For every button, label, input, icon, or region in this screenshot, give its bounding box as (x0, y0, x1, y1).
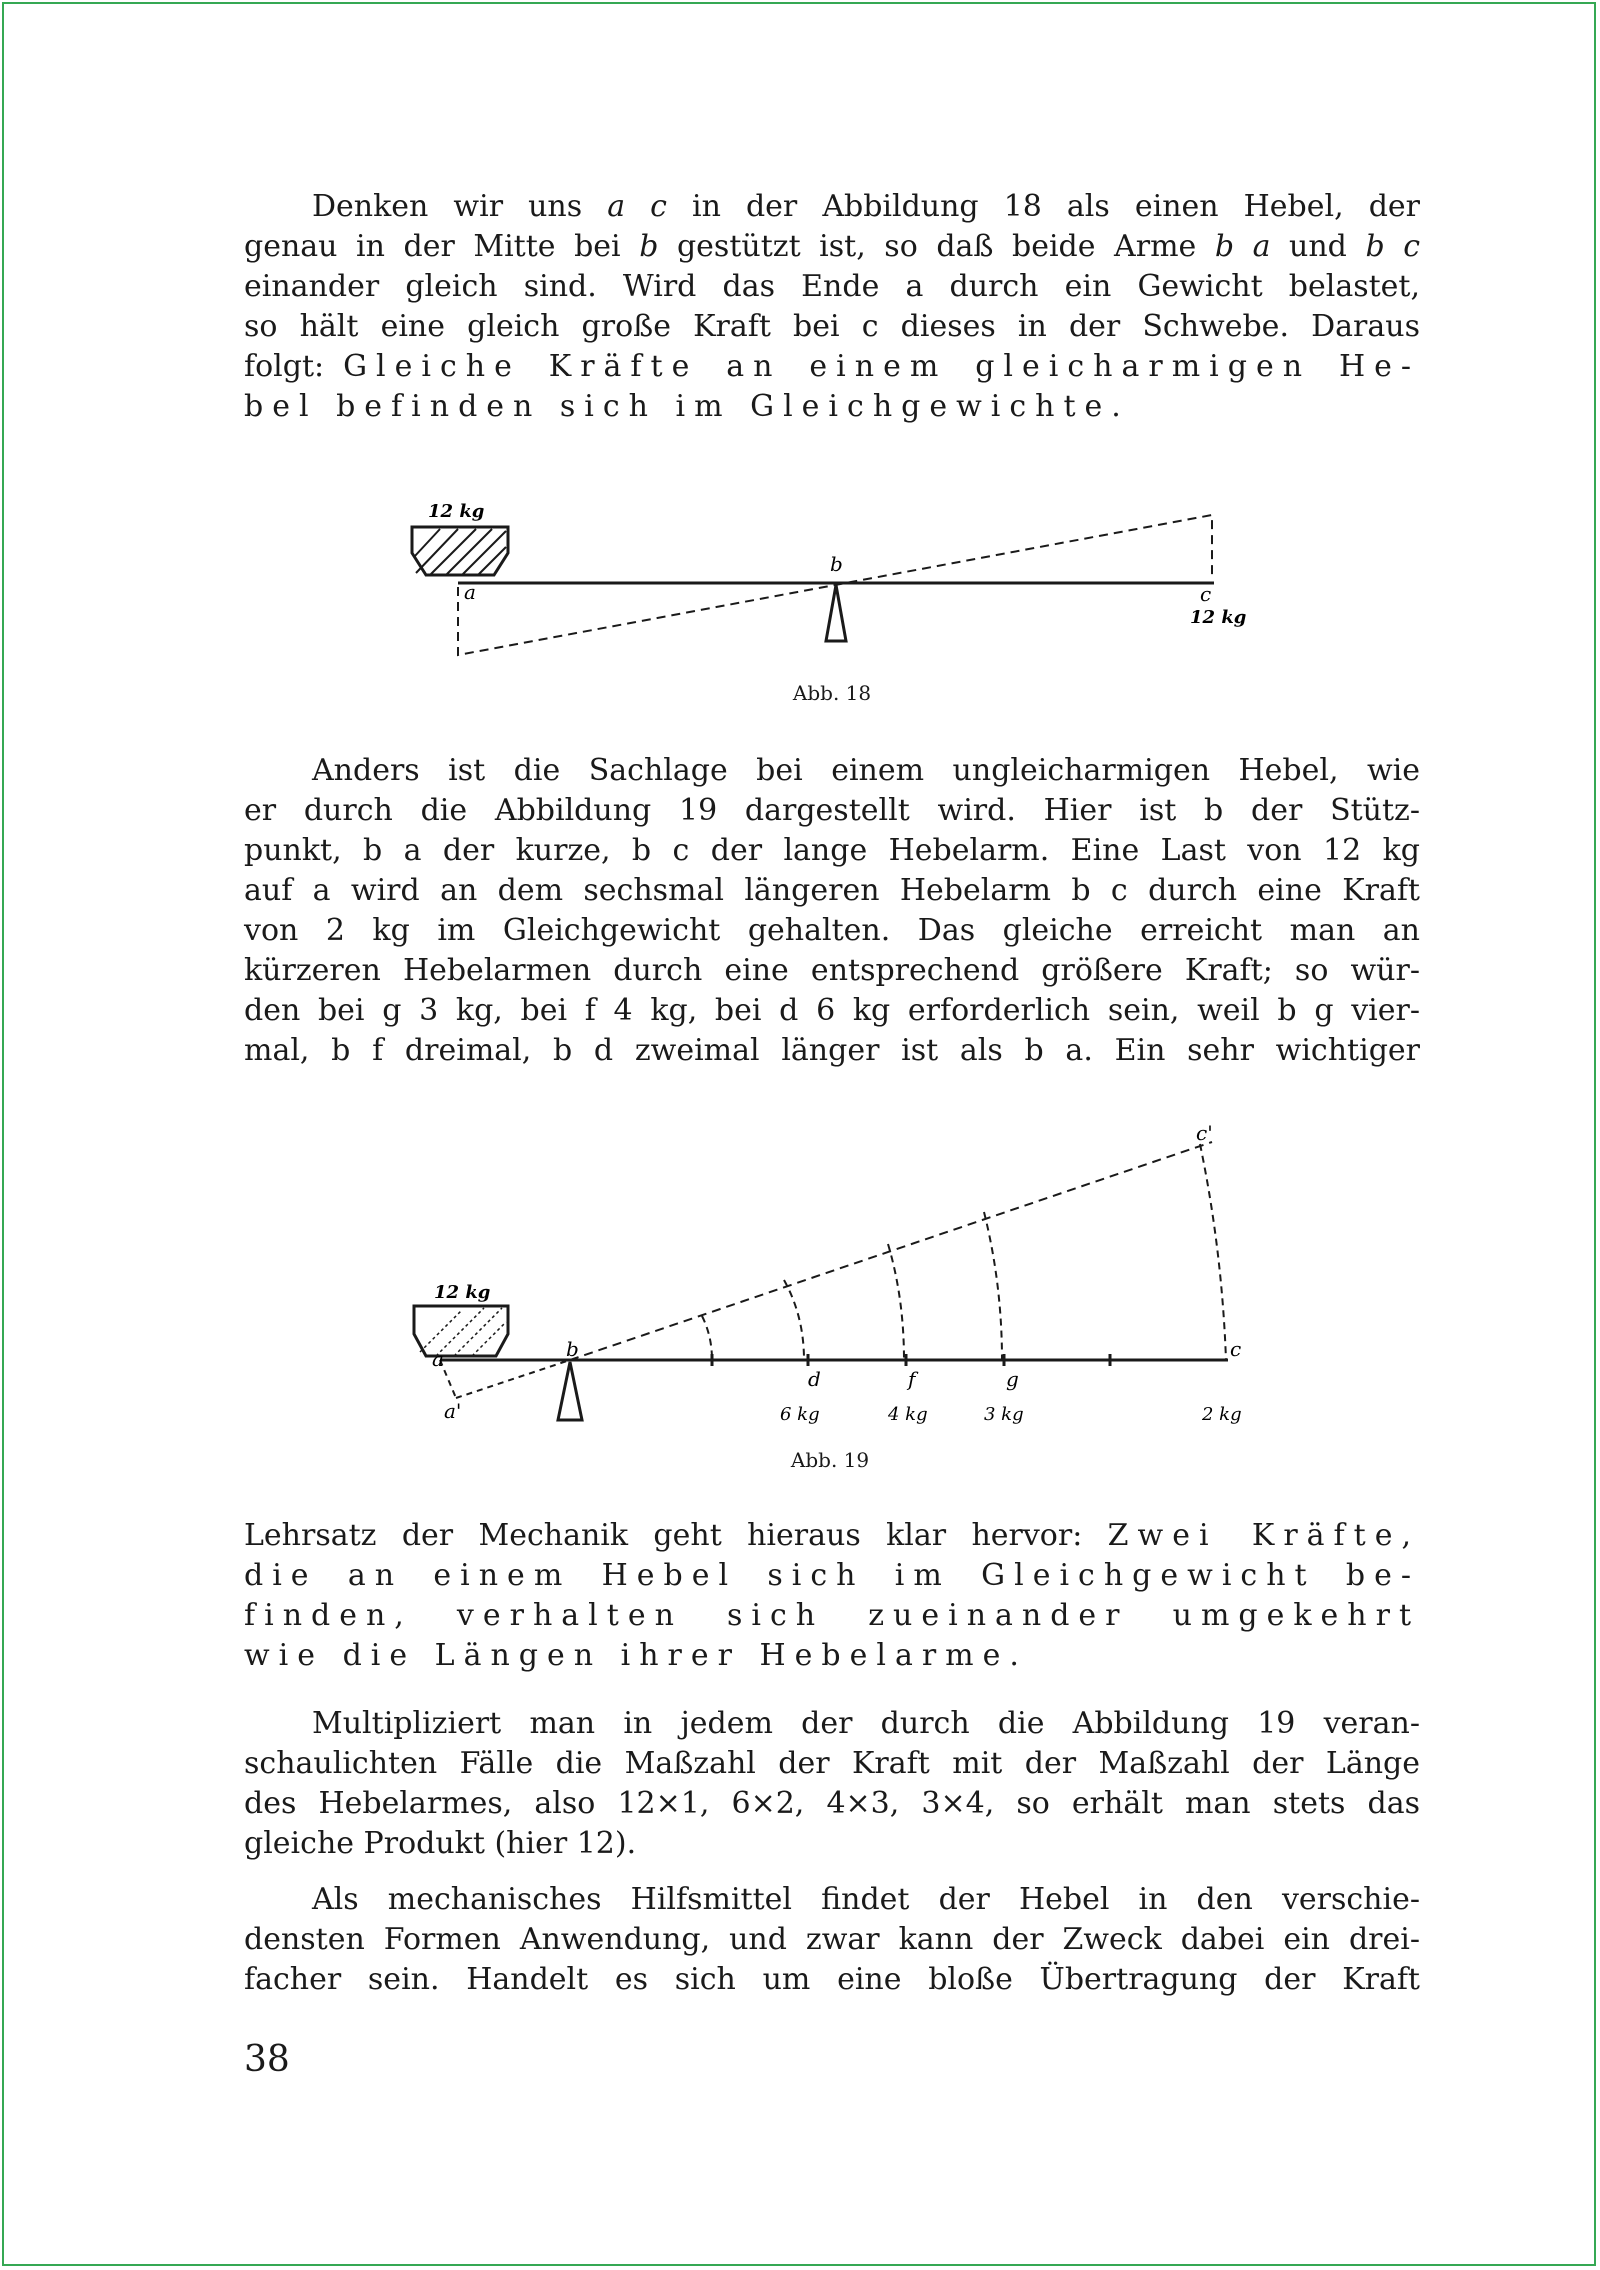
label-g: g (1006, 1367, 1019, 1391)
weight-left-label: 12 kg (434, 1282, 491, 1303)
label-c: c (1200, 582, 1212, 606)
p1-line-3: einander gleich sind. Wird das Ende a durch ein Gewicht belastet, (244, 269, 1420, 304)
p2-line-1: Anders ist die Sachlage bei einem ungleicharmigen Hebel, wie (312, 753, 1420, 788)
p2-line-5: von 2 kg im Gleichgewicht gehalten. Das gleiche erreicht man an (244, 913, 1420, 948)
p3-line-3: finden, verhalten sich zueinander umgekehrt (244, 1598, 1420, 1633)
p4-line-3: des Hebelarmes, also 12×1, 6×2, 4×3, 3×4, so erhält man stets das (244, 1786, 1420, 1821)
p5-line-1: Als mechanisches Hilfsmittel findet der Hebel in den verschie- (312, 1882, 1420, 1917)
p3-line-2: die an einem Hebel sich im Gleichgewicht be- (244, 1558, 1420, 1593)
weight-block-left (412, 527, 508, 575)
p5-line-2: densten Formen Anwendung, und zwar kann der Zweck dabei ein drei- (244, 1922, 1420, 1957)
label-b: b (830, 552, 843, 576)
paragraph-5 (244, 1880, 1420, 2000)
p3-line-4: wie die Längen ihrer Hebelarme. (244, 1638, 1028, 1673)
paragraph-1 (244, 187, 1420, 427)
p1-line-1: Denken wir uns a c in der Abbildung 18 als einen Hebel, der (312, 189, 1420, 224)
page-number: 38 (244, 2039, 290, 2080)
paragraph-4 (244, 1704, 1420, 1864)
fulcrum-triangle (558, 1362, 582, 1420)
p2-line-2: er durch die Abbildung 19 dargestellt wird. Hier ist b der Stütz- (244, 793, 1420, 828)
figure-19-caption: Abb. 19 (790, 1448, 870, 1472)
force-d-label: 6 kg (780, 1404, 820, 1425)
p1-line-4: so hält eine gleich große Kraft bei c dieses in der Schwebe. Daraus (244, 309, 1420, 344)
force-c-label: 2 kg (1202, 1404, 1242, 1425)
force-g-label: 3 kg (984, 1404, 1024, 1425)
p1-line-5: folgt: Gleiche Kräfte an einem gleicharmigen He- (244, 349, 1420, 384)
label-a: a (432, 1347, 444, 1371)
label-b: b (566, 1337, 579, 1361)
p2-line-6: kürzeren Hebelarmen durch eine entsprechend größere Kraft; so wür- (244, 953, 1420, 988)
weight-block-left (414, 1306, 508, 1356)
figure-18-caption: Abb. 18 (792, 681, 872, 705)
figure-18-lever-diagram (400, 495, 1280, 675)
label-c: c (1230, 1337, 1242, 1361)
paragraph-3 (244, 1516, 1420, 1676)
p4-line-4: gleiche Produkt (hier 12). (244, 1826, 637, 1861)
weight-right-label: 12 kg (1190, 607, 1247, 628)
tilted-lever-dashed (570, 1142, 1212, 1360)
p2-line-8: mal, b f dreimal, b d zweimal länger ist als b a. Ein sehr wichtiger (244, 1033, 1420, 1068)
label-c-prime: c' (1196, 1121, 1213, 1145)
figure-19-lever-diagram (400, 1120, 1280, 1440)
p1-line-2: genau in der Mitte bei b gestützt ist, so daß beide Arme b a und b c (244, 229, 1420, 264)
label-a: a (464, 580, 476, 604)
paragraph-2 (244, 751, 1420, 1071)
p5-line-3: facher sein. Handelt es sich um eine bloße Übertragung der Kraft (244, 1962, 1420, 1997)
label-f: f (908, 1367, 916, 1391)
label-a-prime: a' (444, 1399, 462, 1423)
p4-line-1: Multipliziert man in jedem der durch die Abbildung 19 veran- (312, 1706, 1420, 1741)
short-arm-dashed-2 (456, 1360, 570, 1398)
p3-line-1: Lehrsatz der Mechanik geht hieraus klar hervor: Zwei Kräfte, (244, 1518, 1420, 1553)
p4-line-2: schaulichten Fälle die Maßzahl der Kraft mit der Maßzahl der Länge (244, 1746, 1420, 1781)
p2-line-4: auf a wird an dem sechsmal längeren Hebelarm b c durch eine Kraft (244, 873, 1420, 908)
p1-line-6: bel befinden sich im Gleichgewichte. (244, 389, 1130, 424)
p2-line-7: den bei g 3 kg, bei f 4 kg, bei d 6 kg erforderlich sein, weil b g vier- (244, 993, 1420, 1028)
force-f-label: 4 kg (888, 1404, 928, 1425)
arc-paths (702, 1144, 1226, 1360)
label-d: d (808, 1367, 821, 1391)
fulcrum-triangle (826, 585, 846, 641)
weight-left-label: 12 kg (428, 501, 485, 522)
p2-line-3: punkt, b a der kurze, b c der lange Hebelarm. Eine Last von 12 kg (244, 833, 1420, 868)
